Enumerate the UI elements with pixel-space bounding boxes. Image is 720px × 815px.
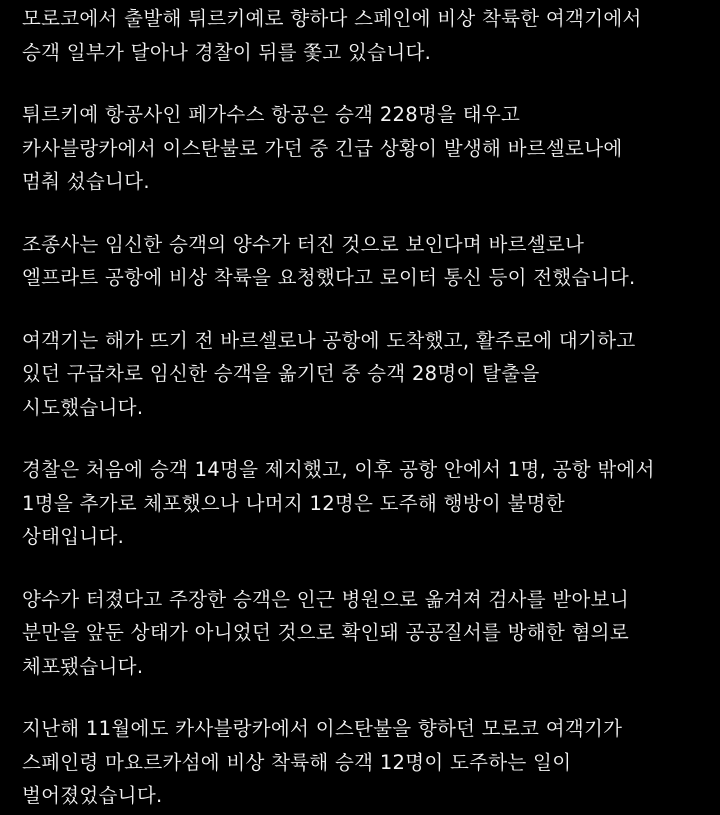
text-line: 1명을 추가로 체포했으나 나머지 12명은 도주해 행방이 불명한	[22, 491, 565, 515]
text-line: 튀르키예 항공사인 페가수스 항공은 승객 228명을 태우고	[22, 103, 521, 126]
text-line: 상태입니다.	[22, 525, 125, 548]
text-line: 스페인령 마요르카섬에 비상 착륙해 승객 12명이 도주하는 일이	[22, 750, 572, 774]
text-line: 조종사는 임신한 승객의 양수가 터진 것으로 보인다며 바르셀로나	[22, 232, 585, 256]
paragraph-3	[22, 228, 710, 295]
text-line: 벌어졌었습니다.	[22, 784, 163, 807]
paragraph-7	[22, 712, 710, 813]
text-line: 여객기는 해가 뜨기 전 바르셀로나 공항에 도착했고, 활주로에 대기하고	[22, 328, 636, 352]
paragraph-5	[22, 453, 710, 554]
paragraph-6	[22, 583, 710, 684]
text-line: 카사블랑카에서 이스탄불로 가던 중 긴급 상황이 발생해 바르셀로나에	[22, 136, 623, 160]
text-line: 승객 일부가 달아나 경찰이 뒤를 쫓고 있습니다.	[22, 40, 432, 64]
text-line: 지난해 11월에도 카사블랑카에서 이스탄불을 향하던 모로코 여객기가	[22, 717, 623, 740]
text-line: 경찰은 처음에 승객 14명을 제지했고, 이후 공항 안에서 1명, 공항 밖에서	[22, 458, 655, 481]
paragraph-2	[22, 98, 710, 199]
paragraph-4	[22, 324, 710, 425]
paragraph-1	[22, 2, 710, 69]
text-line: 시도했습니다.	[22, 395, 144, 419]
text-line: 분만을 앞둔 상태가 아니었던 것으로 확인돼 공공질서를 방해한 혐의로	[22, 621, 629, 644]
text-line: 체포됐습니다.	[22, 654, 144, 678]
text-line: 멈춰 섰습니다.	[22, 170, 150, 193]
text-line: 양수가 터졌다고 주장한 승객은 인근 병원으로 옮겨져 검사를 받아보니	[22, 587, 629, 611]
text-line: 있던 구급차로 임신한 승객을 옮기던 중 승객 28명이 탈출을	[22, 362, 540, 385]
text-line: 모로코에서 출발해 튀르키예로 향하다 스페인에 비상 착륙한 여객기에서	[22, 7, 642, 30]
text-line: 엘프라트 공항에 비상 착륙을 요청했다고 로이터 통신 등이 전했습니다.	[22, 266, 636, 289]
